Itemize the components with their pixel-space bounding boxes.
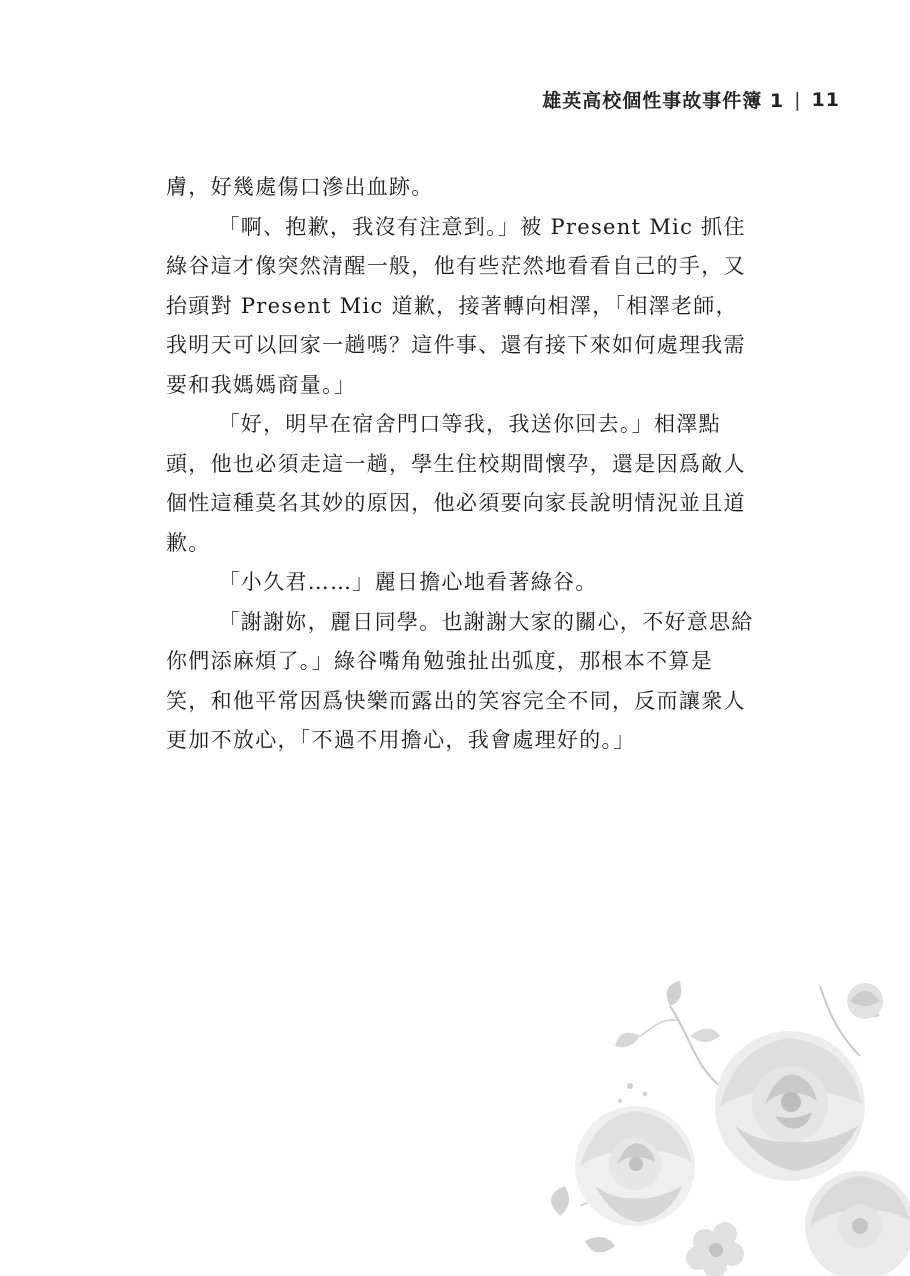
book-title: 雄英高校個性事故事件簿 1 — [542, 90, 785, 112]
body-text — [166, 168, 756, 761]
paragraph: 「小久君……」麗日擔心地看著綠谷。 — [218, 570, 598, 594]
paragraph: 「好，明早在宿舍門口等我，我送你回去。」相澤點頭，他也必須走這一趟，學生住校期間懷孕，還是因爲敵人個性這種莫名其妙的原因，他必須要向家長說明情況並且道歉。 — [166, 412, 746, 555]
paragraph-continued: 膚，好幾處傷口滲出血跡。 — [166, 175, 434, 199]
running-header — [542, 86, 840, 113]
paragraph: 「謝謝妳，麗日同學。也謝謝大家的關心，不好意思給你們添麻煩了。」綠谷嘴角勉強扯出弧度，那根本不算是笑，和他平常因爲快樂而露出的笑容完全不同，反而讓衆人更加不放心，「不過不用擔心，我會處理好的。」 — [166, 609, 754, 752]
page-number: 11 — [811, 88, 840, 111]
rose-flower-illustration — [520, 976, 910, 1276]
paragraph: 「啊、抱歉，我沒有注意到。」被 Present Mic 抓住綠谷這才像突然清醒一般，他有些茫然地看看自己的手，又抬頭對 Present Mic 道歉，接著轉向相澤，「相澤老師，我明天可以回家一趟嗎？這件事、還有接下來如何處理我需要和我媽媽商量。」 — [166, 214, 746, 397]
header-separator: | — [794, 88, 802, 111]
